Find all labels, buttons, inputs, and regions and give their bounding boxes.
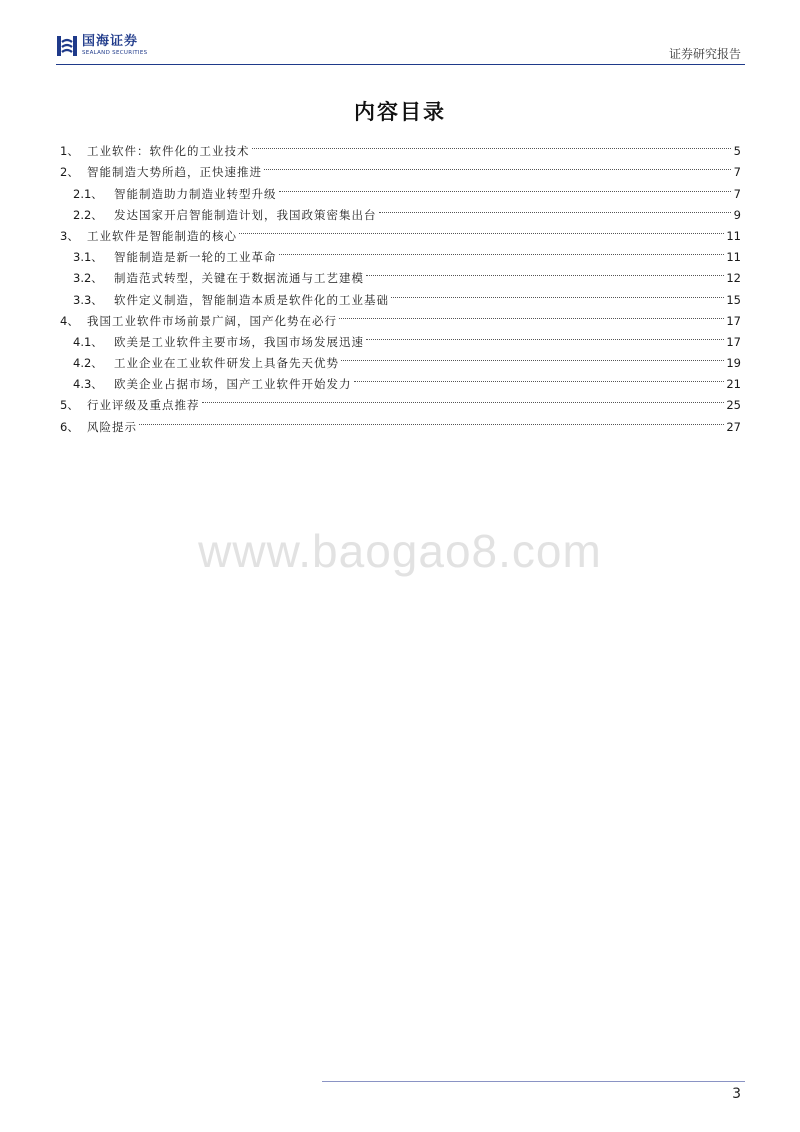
toc-entry[interactable] bbox=[60, 408, 741, 434]
toc-entry-number: 2.1、 bbox=[73, 186, 103, 201]
header-divider bbox=[56, 64, 745, 65]
toc-entry-label: 工业软件是智能制造的核心 bbox=[87, 228, 237, 243]
sealand-logo-icon bbox=[56, 34, 78, 58]
toc-title: 内容目录 bbox=[354, 100, 446, 124]
toc-leader-dots bbox=[139, 402, 724, 424]
toc-entry-label: 发达国家开启智能制造计划，我国政策密集出台 bbox=[114, 207, 377, 222]
toc-leader-dots bbox=[279, 169, 732, 191]
toc-leader-dots bbox=[264, 148, 731, 170]
toc-leader-dots bbox=[279, 233, 725, 255]
toc-leader-dots bbox=[341, 339, 724, 361]
toc-entry-page: 9 bbox=[733, 207, 741, 222]
toc-entry-number: 4.1、 bbox=[73, 334, 103, 349]
table-of-contents bbox=[60, 133, 741, 434]
company-name-en: SEALAND SECURITIES bbox=[82, 50, 148, 56]
toc-entry-number: 1、 bbox=[60, 144, 79, 159]
toc-entry-page: 7 bbox=[733, 165, 741, 180]
toc-entry-page: 11 bbox=[726, 228, 741, 243]
page-header bbox=[0, 0, 800, 66]
toc-entry-number: 4.2、 bbox=[73, 356, 103, 371]
toc-entry-number: 3.3、 bbox=[73, 292, 103, 307]
toc-entry-number: 3.2、 bbox=[73, 271, 103, 286]
toc-entry-label: 智能制造大势所趋，正快速推进 bbox=[87, 165, 262, 180]
toc-entry-label: 欧美是工业软件主要市场，我国市场发展迅速 bbox=[114, 334, 364, 349]
toc-leader-dots bbox=[202, 381, 725, 403]
toc-entry-label: 智能制造是新一轮的工业革命 bbox=[114, 250, 277, 265]
toc-entry-label: 我国工业软件市场前景广阔，国产化势在必行 bbox=[87, 313, 337, 328]
toc-entry-number: 2.2、 bbox=[73, 207, 103, 222]
toc-leader-dots bbox=[252, 127, 732, 149]
toc-entry-number: 3、 bbox=[60, 228, 79, 243]
company-logo bbox=[56, 34, 147, 58]
toc-entry-label: 制造范式转型，关键在于数据流通与工艺建模 bbox=[114, 271, 364, 286]
page-number: 3 bbox=[732, 1086, 741, 1102]
toc-entry-number: 5、 bbox=[60, 398, 79, 413]
report-type: 证券研究报告 bbox=[668, 47, 741, 61]
toc-entry-label: 风险提示 bbox=[87, 419, 137, 434]
toc-entry-page: 17 bbox=[726, 313, 741, 328]
toc-entry-page: 19 bbox=[726, 356, 741, 371]
toc-leader-dots bbox=[366, 254, 724, 276]
toc-leader-dots bbox=[339, 297, 724, 319]
toc-leader-dots bbox=[366, 318, 724, 340]
toc-leader-dots bbox=[379, 191, 732, 213]
toc-entry-page: 5 bbox=[733, 144, 741, 159]
toc-leader-dots bbox=[354, 360, 725, 382]
toc-leader-dots bbox=[391, 275, 724, 297]
company-name-cn: 国海证券 bbox=[82, 34, 139, 49]
toc-entry-label: 欧美企业占据市场，国产工业软件开始发力 bbox=[114, 377, 352, 392]
toc-entry-number: 4、 bbox=[60, 313, 79, 328]
toc-entry-label: 工业软件：软件化的工业技术 bbox=[87, 144, 250, 159]
toc-entry-label: 行业评级及重点推荐 bbox=[87, 398, 200, 413]
watermark: www.baogao8.com bbox=[198, 525, 602, 577]
toc-entry-page: 7 bbox=[733, 186, 741, 201]
toc-entry-number: 4.3、 bbox=[73, 377, 103, 392]
toc-entry-label: 软件定义制造，智能制造本质是软件化的工业基础 bbox=[114, 292, 389, 307]
toc-entry-page: 17 bbox=[726, 334, 741, 349]
toc-entry-number: 2、 bbox=[60, 165, 79, 180]
toc-entry-label: 智能制造助力制造业转型升级 bbox=[114, 186, 277, 201]
toc-entry-page: 27 bbox=[726, 419, 741, 434]
toc-entry-page: 11 bbox=[726, 250, 741, 265]
toc-entry-page: 25 bbox=[726, 398, 741, 413]
toc-leader-dots bbox=[239, 212, 724, 234]
toc-entry-page: 21 bbox=[726, 377, 741, 392]
toc-entry-number: 3.1、 bbox=[73, 250, 103, 265]
toc-entry-page: 12 bbox=[726, 271, 741, 286]
toc-entry-number: 6、 bbox=[60, 419, 79, 434]
footer-divider bbox=[322, 1081, 745, 1082]
toc-entry-page: 15 bbox=[726, 292, 741, 307]
toc-entry-label: 工业企业在工业软件研发上具备先天优势 bbox=[114, 356, 339, 371]
